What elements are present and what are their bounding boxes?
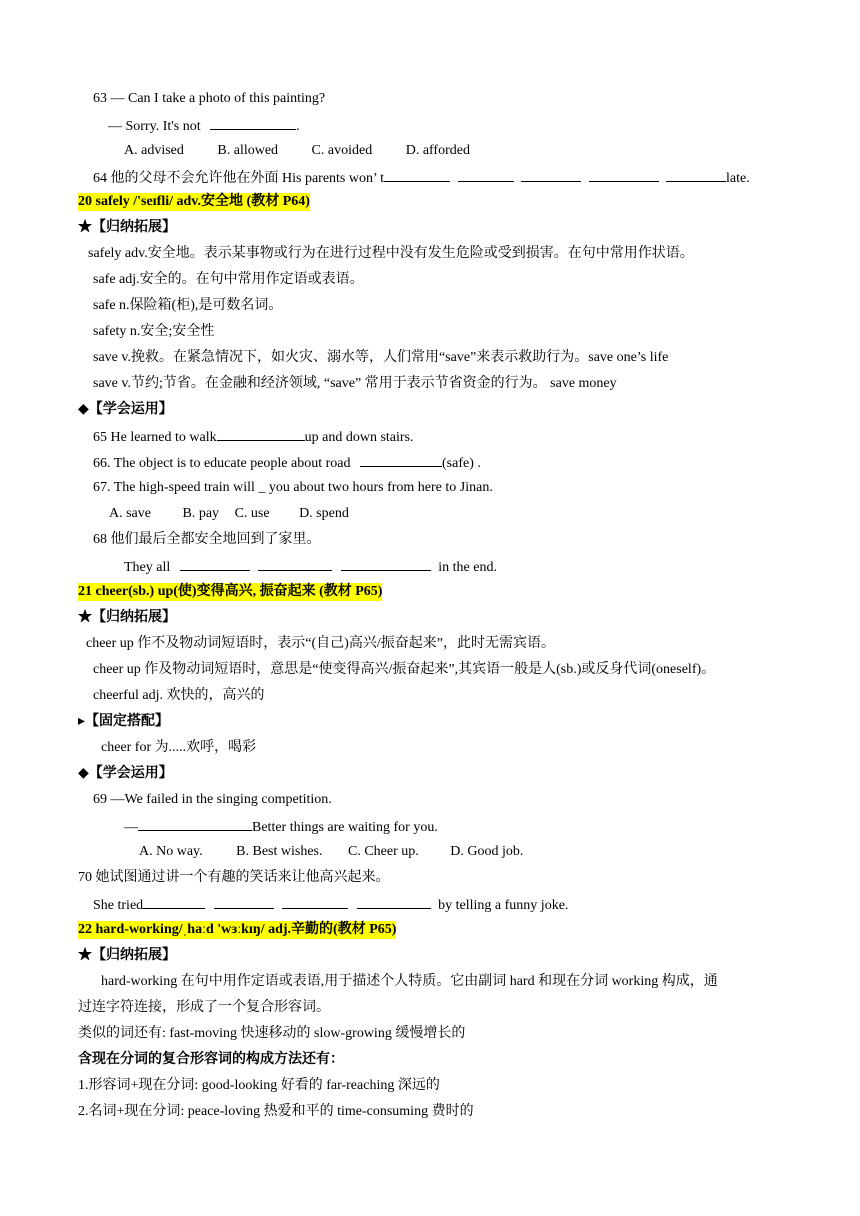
- note-line: cheerful adj. 欢快的，高兴的: [93, 688, 265, 703]
- option-a: A. advised: [124, 143, 184, 158]
- answer-blank[interactable]: [458, 168, 514, 182]
- option-c: C. avoided: [311, 143, 373, 158]
- q70-text: She tried: [93, 898, 144, 913]
- answer-blank[interactable]: [589, 168, 659, 182]
- q63-reply-text: — Sorry. It's not: [108, 119, 201, 134]
- q64-line: [93, 168, 750, 188]
- paragraph-line: 过连字符连接，形成了一个复合形容词。: [78, 1000, 330, 1015]
- q68-text: They all: [124, 560, 171, 575]
- answer-blank[interactable]: [341, 557, 431, 571]
- answer-blank[interactable]: [357, 895, 431, 909]
- q70-cn: 70 她试图通过讲一个有趣的笑话来让他高兴起来。: [78, 870, 390, 885]
- q63-options: [124, 142, 470, 160]
- q69-dash: —: [124, 820, 138, 835]
- q69-options: [139, 843, 523, 861]
- option-b: B. pay: [182, 506, 220, 521]
- q65-end: up and down stairs.: [304, 430, 414, 445]
- note-line: safe n.保险箱(柜),是可数名词。: [93, 298, 283, 313]
- note-line: cheer for 为.....欢呼，喝彩: [101, 740, 257, 755]
- q63-question: 63 — Can I take a photo of this painting?: [93, 91, 326, 106]
- q69-line: 69 —We failed in the singing competition.: [93, 792, 332, 807]
- method-2: 2.名词+现在分词: peace-loving 热爱和平的 time-consuming 费时的: [78, 1104, 474, 1119]
- answer-blank[interactable]: [521, 168, 581, 182]
- q65-text: 65 He learned to walk: [93, 430, 217, 445]
- q70-end: by telling a funny joke.: [438, 898, 569, 913]
- q68-cn: 68 他们最后全都安全地回到了家里。: [93, 532, 321, 547]
- option-b: B. allowed: [217, 143, 279, 158]
- note-line: cheer up 作不及物动词短语时，表示“(自己)高兴/振奋起来”，此时无需宾语。: [86, 636, 555, 651]
- q69-reply: [124, 817, 438, 837]
- answer-blank[interactable]: [210, 116, 296, 130]
- q66-text: 66. The object is to educate people about road: [93, 456, 351, 471]
- q68-end: in the end.: [438, 560, 497, 575]
- option-c: C. Cheer up.: [347, 844, 419, 859]
- tag-summary: ★【归纳拓展】: [78, 220, 176, 235]
- q65-line: [93, 427, 414, 447]
- tag-practice: ◆【学会运用】: [78, 766, 173, 781]
- q64-end: late.: [726, 171, 750, 186]
- method-1: 1.形容词+现在分词: good-looking 好看的 far-reaching 深远的: [78, 1078, 440, 1093]
- note-line: safe adj.安全的。在句中常用作定语或表语。: [93, 272, 364, 287]
- option-d: D. spend: [299, 506, 349, 521]
- option-c: C. use: [234, 506, 270, 521]
- q64-text: 64 他的父母不会允许他在外面 His parents won’ t: [93, 171, 384, 186]
- section-20-heading: 20 safely /'seɪfli/ adv.安全地 (教材 P64): [78, 194, 310, 209]
- tag-summary: ★【归纳拓展】: [78, 948, 176, 963]
- q70-line: [93, 895, 568, 915]
- option-a: A. No way.: [139, 844, 203, 859]
- answer-blank[interactable]: [180, 557, 250, 571]
- answer-blank[interactable]: [138, 817, 252, 831]
- note-line: safely adv.安全地。表示某事物或行为在进行过程中没有发生危险或受到损害。在句中常用作状语。: [88, 246, 694, 261]
- similar-words: 类似的词还有: fast-moving 快速移动的 slow-growing 缓慢增长的: [78, 1026, 466, 1041]
- subsection-title: 含现在分词的复合形容词的构成方法还有：: [78, 1052, 344, 1067]
- answer-blank[interactable]: [143, 895, 205, 909]
- tag-practice: ◆【学会运用】: [78, 402, 173, 417]
- paragraph-line: hard-working 在句中用作定语或表语,用于描述个人特质。它由副词 hard 和现在分词 working 构成，通: [101, 974, 718, 989]
- option-d: D. afforded: [405, 143, 470, 158]
- answer-blank[interactable]: [384, 168, 450, 182]
- note-line: cheer up 作及物动词短语时，意思是“使变得高兴/振奋起来”,其宾语一般是人(sb.)或反身代词(oneself)。: [93, 662, 716, 677]
- option-a: A. save: [109, 506, 151, 521]
- answer-blank[interactable]: [217, 427, 305, 441]
- q66-line: [93, 453, 481, 473]
- q63-reply: [108, 116, 300, 136]
- tag-summary: ★【归纳拓展】: [78, 610, 176, 625]
- tag-collocation: ▸【固定搭配】: [78, 714, 170, 729]
- note-line: safety n.安全;安全性: [93, 324, 215, 339]
- section-22-heading: 22 hard-working/ˌhaːd 'wɜːkɪŋ/ adj.辛勤的(教材 P65): [78, 922, 397, 937]
- note-line: save v.节约;节省。在金融和经济领域, “save” 常用于表示节省资金的行为。 save money: [93, 376, 617, 391]
- answer-blank[interactable]: [214, 895, 274, 909]
- answer-blank[interactable]: [258, 557, 332, 571]
- answer-blank[interactable]: [360, 453, 442, 467]
- answer-blank[interactable]: [282, 895, 348, 909]
- section-21-heading: 21 cheer(sb.) up(使)变得高兴, 振奋起来 (教材 P65): [78, 584, 383, 599]
- answer-blank[interactable]: [666, 168, 726, 182]
- option-b: B. Best wishes.: [236, 844, 323, 859]
- note-line: save v.挽救。在紧急情况下，如火灾、溺水等，人们常用“save”来表示救助行为。save one’s life: [93, 350, 669, 365]
- q68-line: [124, 557, 497, 577]
- option-d: D. Good job.: [450, 844, 524, 859]
- q69-end: Better things are waiting for you.: [252, 820, 438, 835]
- q66-end: (safe) .: [442, 456, 481, 471]
- q67-line: 67. The high-speed train will _ you about two hours from here to Jinan.: [93, 480, 493, 495]
- q63-reply-end: .: [296, 119, 300, 134]
- q67-options: [109, 505, 349, 523]
